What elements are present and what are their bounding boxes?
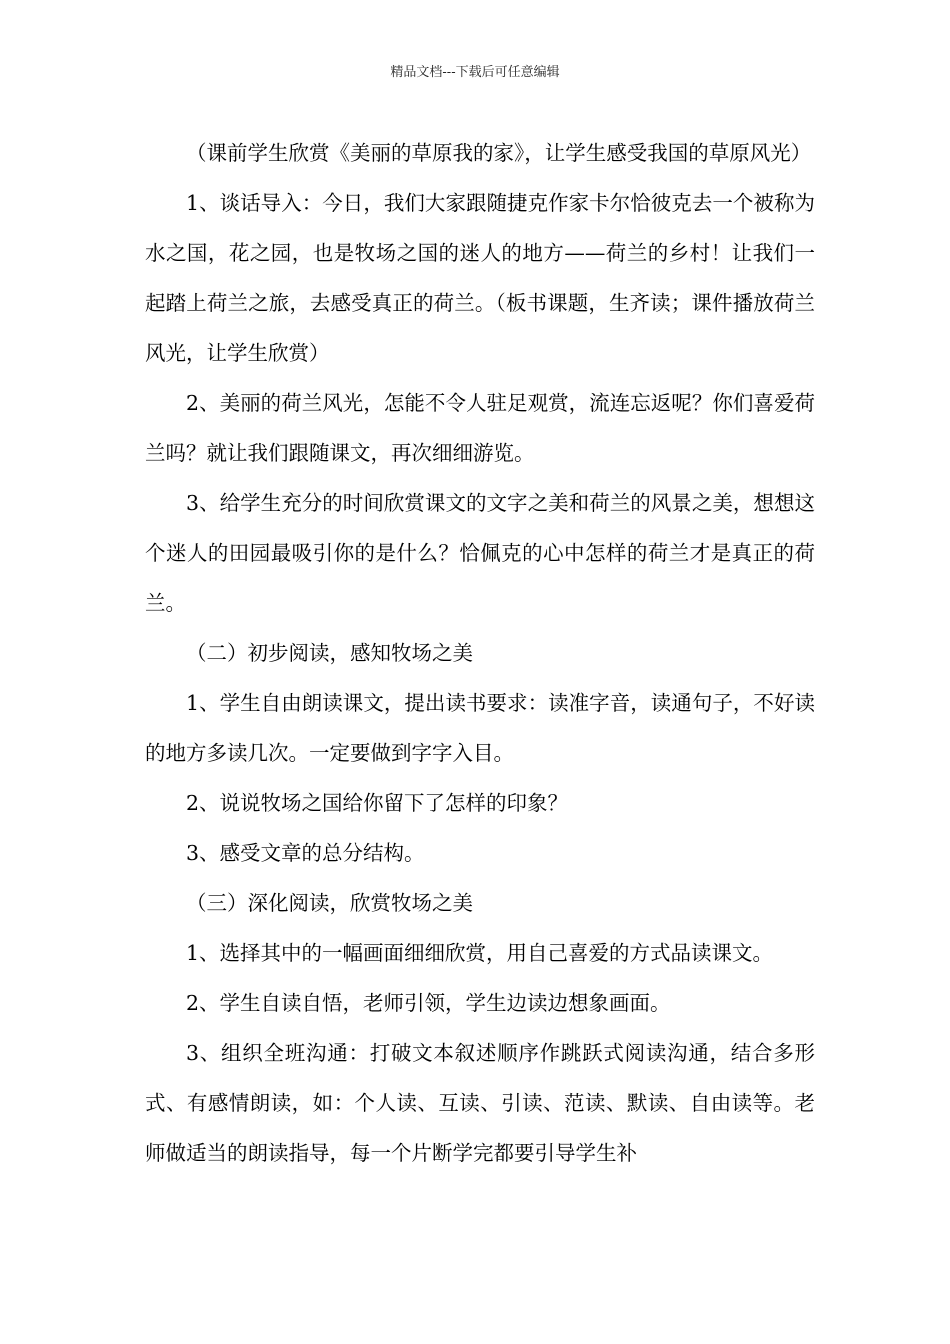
- section-heading-3: （三）深化阅读，欣赏牧场之美: [186, 891, 473, 915]
- paragraph-intro: （课前学生欣赏《美丽的草原我的家》，让学生感受我国的草原风光）: [186, 141, 812, 165]
- document-body: [145, 128, 815, 1178]
- paragraph-1: 1、谈话导入：今日，我们大家跟随捷克作家卡尔恰彼克去一个被称为水之国，花之园，也是牧场之国的迷人的地方——荷兰的乡村！让我们一起踏上荷兰之旅，去感受真正的荷兰。（板书课题，生齐读；课件播放荷兰风光，让学生欣赏）: [145, 191, 815, 365]
- page-header: 精品文档---下载后可任意编辑: [390, 65, 560, 80]
- paragraph-3: 3、给学生充分的时间欣赏课文的文字之美和荷兰的风景之美，想想这个迷人的田园最吸引你的是什么？恰佩克的心中怎样的荷兰才是真正的荷兰。: [145, 491, 815, 615]
- paragraph-2: 2、美丽的荷兰风光，怎能不令人驻足观赏，流连忘返呢？你们喜爱荷兰吗？就让我们跟随课文，再次细细游览。: [145, 391, 815, 465]
- paragraph-6: 3、感受文章的总分结构。: [186, 841, 425, 865]
- paragraph-9: 3、组织全班沟通：打破文本叙述顺序作跳跃式阅读沟通，结合多形式、有感情朗读，如：个人读、互读、引读、范读、默读、自由读等。老师做适当的朗读指导，每一个片断学完都要引导学生补: [145, 1041, 815, 1165]
- paragraph-5: 2、说说牧场之国给你留下了怎样的印象？: [186, 791, 569, 815]
- paragraph-7: 1、选择其中的一幅画面细细欣赏，用自己喜爱的方式品读课文。: [186, 941, 774, 965]
- paragraph-4: 1、学生自由朗读课文，提出读书要求：读准字音，读通句子，不好读的地方多读几次。一定要做到字字入目。: [145, 691, 815, 765]
- section-heading-2: （二）初步阅读，感知牧场之美: [186, 641, 473, 665]
- paragraph-8: 2、学生自读自悟，老师引领，学生边读边想象画面。: [186, 991, 671, 1015]
